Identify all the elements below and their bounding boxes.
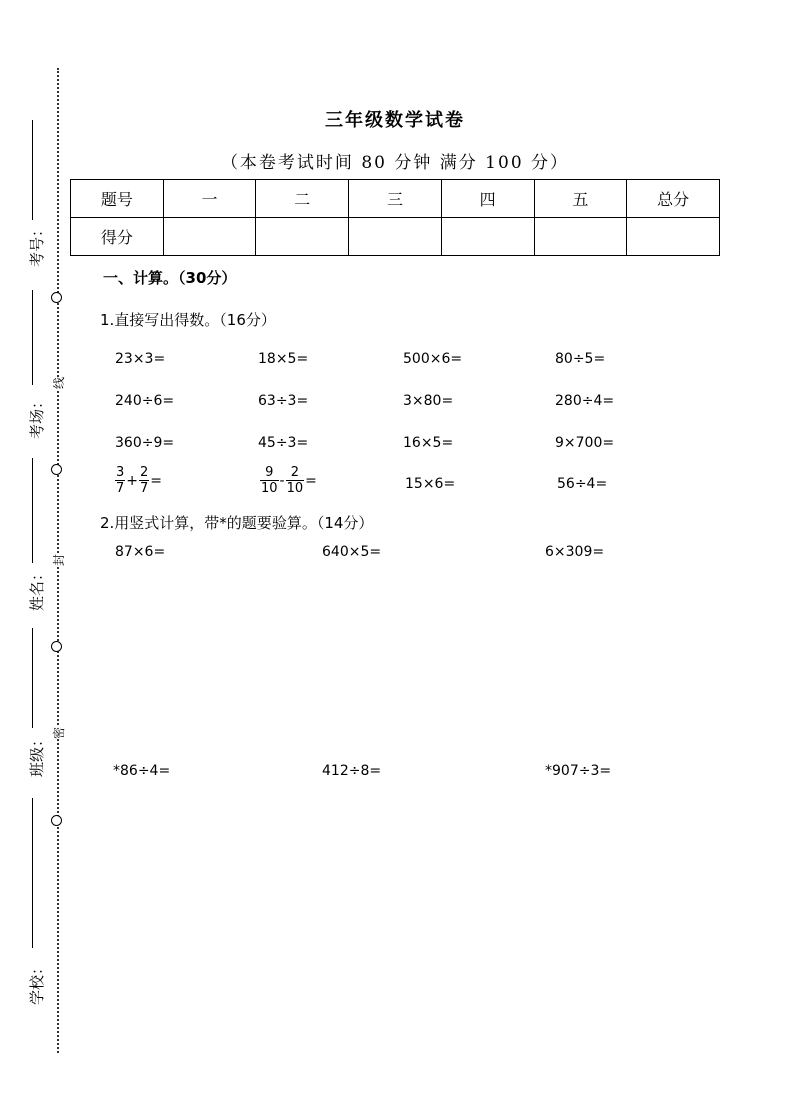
problem: 15×6=: [405, 476, 456, 492]
score-input-cell[interactable]: [256, 218, 349, 256]
score-cell: 一: [163, 180, 256, 218]
page-subtitle: （本卷考试时间 80 分钟 满分 100 分）: [220, 153, 570, 173]
score-table: [70, 179, 720, 256]
problem: 23×3=: [115, 351, 166, 367]
problem: 280÷4=: [555, 393, 615, 409]
problem: 18×5=: [258, 351, 309, 367]
problem: 6×309=: [545, 544, 605, 560]
seal-char-xian: 线: [52, 376, 67, 390]
exam-number-label: 考号：: [28, 221, 47, 268]
score-cell: 得分: [71, 218, 164, 256]
problem: 3×80=: [403, 393, 454, 409]
score-table-score-row: [71, 218, 720, 256]
score-input-cell[interactable]: [534, 218, 627, 256]
problem: 640×5=: [322, 544, 382, 560]
problem: 9×700=: [555, 435, 615, 451]
problem: 240÷6=: [115, 393, 175, 409]
score-cell: 二: [256, 180, 349, 218]
score-cell: 五: [534, 180, 627, 218]
fraction-problem: $\frac{3}{7}$ + $\frac{2}{7}$ =: [116, 465, 163, 496]
fraction: $\frac{9}{10}$: [261, 465, 278, 496]
score-cell: 总分: [627, 180, 720, 218]
binding-ring-icon: [51, 292, 62, 303]
question-title: 1.直接写出得数。（16分）: [100, 311, 276, 329]
score-cell: 题号: [71, 180, 164, 218]
name-line: [32, 458, 33, 563]
problem: *86÷4=: [113, 763, 171, 779]
score-cell: 三: [349, 180, 442, 218]
score-input-cell[interactable]: [349, 218, 442, 256]
problem: *907÷3=: [545, 763, 612, 779]
binding-ring-icon: [51, 641, 62, 652]
class-label: 班级：: [28, 731, 47, 778]
score-cell: 四: [441, 180, 534, 218]
binding-ring-icon: [51, 464, 62, 475]
problem: 16×5=: [403, 435, 454, 451]
section-title: 一、计算。（30分）: [103, 269, 237, 287]
school-line: [32, 798, 33, 948]
binding-ring-icon: [51, 815, 62, 826]
exam-room-label: 考场：: [28, 393, 47, 440]
problem: 63÷3=: [258, 393, 309, 409]
fraction: $\frac{2}{7}$: [140, 465, 149, 496]
fraction: $\frac{2}{10}$: [286, 465, 304, 496]
score-input-cell[interactable]: [627, 218, 720, 256]
seal-char-feng: 封: [52, 553, 67, 567]
page-title: 三年级数学试卷: [325, 110, 465, 131]
fraction: $\frac{3}{7}$: [116, 465, 125, 496]
problem: 80÷5=: [555, 351, 606, 367]
problem: 87×6=: [115, 544, 166, 560]
problem: 412÷8=: [322, 763, 382, 779]
problem: 360÷9=: [115, 435, 175, 451]
problem: 56÷4=: [557, 476, 608, 492]
class-line: [32, 628, 33, 728]
problem: 45÷3=: [258, 435, 309, 451]
score-table-header-row: [71, 180, 720, 218]
name-label: 姓名：: [28, 565, 47, 612]
score-input-cell[interactable]: [163, 218, 256, 256]
question-title: 2.用竖式计算，带*的题要验算。（14分）: [100, 514, 374, 532]
seal-char-mi: 密: [52, 726, 67, 740]
school-label: 学校：: [28, 959, 47, 1006]
problem: 500×6=: [403, 351, 463, 367]
fraction-problem: $\frac{9}{10}$ - $\frac{2}{10}$ =: [261, 465, 317, 496]
score-input-cell[interactable]: [441, 218, 534, 256]
exam-room-line: [32, 290, 33, 385]
